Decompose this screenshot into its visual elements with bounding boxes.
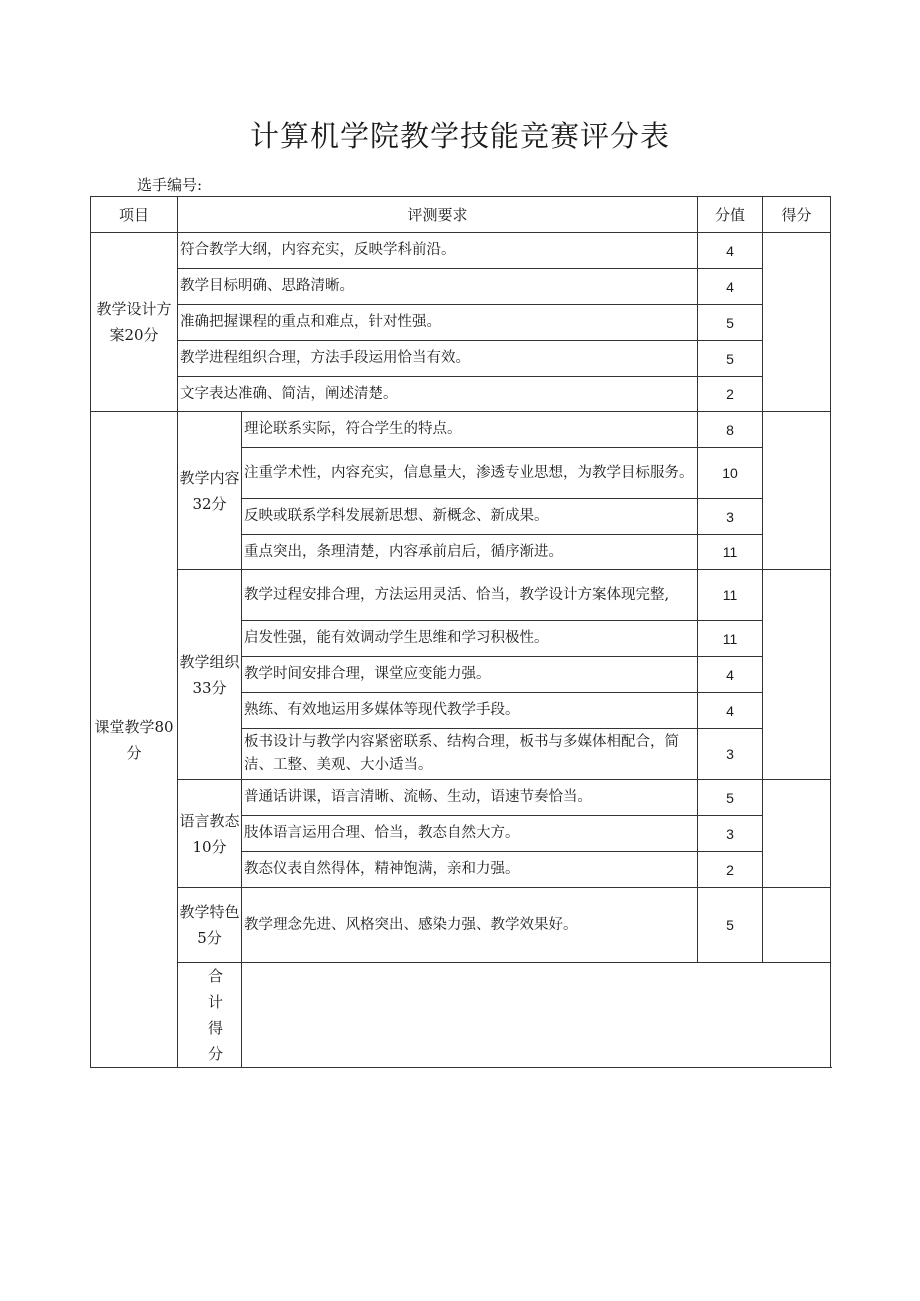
table-row (91, 377, 831, 412)
header-score: 得分 (763, 197, 831, 233)
header-points: 分值 (698, 197, 763, 233)
points-cell: 10 (698, 448, 763, 499)
points-cell: 8 (698, 412, 763, 448)
requirement-cell: 文字表达准确、简洁，阐述清楚。 (178, 377, 698, 412)
requirement-cell: 符合教学大纲，内容充实，反映学科前沿。 (178, 233, 698, 269)
requirement-cell: 板书设计与教学内容紧密联系、结构合理，板书与多媒体相配合，简洁、工整、美观、大小适当。 (242, 729, 698, 780)
points-cell: 11 (698, 570, 763, 621)
requirement-cell: 反映或联系学科发展新思想、新概念、新成果。 (242, 499, 698, 535)
points-cell: 2 (698, 852, 763, 888)
requirement-cell: 熟练、有效地运用多媒体等现代教学手段。 (242, 693, 698, 729)
points-cell: 3 (698, 729, 763, 780)
table-row (91, 412, 831, 448)
player-number-label: 选手编号: (137, 176, 203, 194)
points-cell: 5 (698, 341, 763, 377)
points-cell: 5 (698, 888, 763, 963)
score-input-organization[interactable] (763, 570, 831, 780)
points-cell: 11 (698, 621, 763, 657)
points-cell: 4 (698, 269, 763, 305)
requirement-cell: 教学目标明确、思路清晰。 (178, 269, 698, 305)
requirement-cell: 教学时间安排合理，课堂应变能力强。 (242, 657, 698, 693)
requirement-cell: 教学过程安排合理，方法运用灵活、恰当，教学设计方案体现完整, (242, 570, 698, 621)
subcategory-content: 教学内容32分 (178, 412, 242, 570)
total-row (91, 963, 831, 1068)
table-header-row (91, 197, 831, 233)
table-row (91, 570, 831, 621)
requirement-cell: 理论联系实际，符合学生的特点。 (242, 412, 698, 448)
requirement-cell: 准确把握课程的重点和难点，针对性强。 (178, 305, 698, 341)
points-cell: 3 (698, 499, 763, 535)
header-item: 项目 (91, 197, 178, 233)
total-label: 合计得分 (178, 963, 242, 1068)
requirement-cell: 教学进程组织合理，方法手段运用恰当有效。 (178, 341, 698, 377)
category-design: 教学设计方案20分 (91, 233, 178, 412)
requirement-cell: 注重学术性，内容充实，信息量大，渗透专业思想，为教学目标服务。 (242, 448, 698, 499)
points-cell: 4 (698, 233, 763, 269)
table-row (91, 341, 831, 377)
score-input-language[interactable] (763, 780, 831, 888)
points-cell: 4 (698, 657, 763, 693)
requirement-cell: 教学理念先进、风格突出、感染力强、教学效果好。 (242, 888, 698, 963)
table-row (91, 888, 831, 963)
score-input-content[interactable] (763, 412, 831, 570)
page-title: 计算机学院教学技能竞赛评分表 (249, 119, 670, 153)
table-row (91, 305, 831, 341)
requirement-cell: 普通话讲课，语言清晰、流畅、生动，语速节奏恰当。 (242, 780, 698, 816)
points-cell: 5 (698, 780, 763, 816)
requirement-cell: 启发性强，能有效调动学生思维和学习积极性。 (242, 621, 698, 657)
requirement-cell: 教态仪表自然得体，精神饱满，亲和力强。 (242, 852, 698, 888)
subcategory-feature: 教学特色5分 (178, 888, 242, 963)
requirement-cell: 肢体语言运用合理、恰当，教态自然大方。 (242, 816, 698, 852)
total-score-input[interactable] (242, 963, 831, 1068)
header-requirement: 评测要求 (178, 197, 698, 233)
category-classroom: 课堂教学80分 (91, 412, 178, 1068)
scoring-table (90, 196, 831, 1068)
score-input-feature[interactable] (763, 888, 831, 963)
table-row (91, 233, 831, 269)
table-row (91, 269, 831, 305)
points-cell: 2 (698, 377, 763, 412)
points-cell: 3 (698, 816, 763, 852)
subcategory-language: 语言教态10分 (178, 780, 242, 888)
points-cell: 11 (698, 535, 763, 570)
points-cell: 4 (698, 693, 763, 729)
points-cell: 5 (698, 305, 763, 341)
score-input-design[interactable] (763, 233, 831, 412)
table-row (91, 780, 831, 816)
subcategory-organization: 教学组织33分 (178, 570, 242, 780)
requirement-cell: 重点突出，条理清楚，内容承前启后，循序渐进。 (242, 535, 698, 570)
